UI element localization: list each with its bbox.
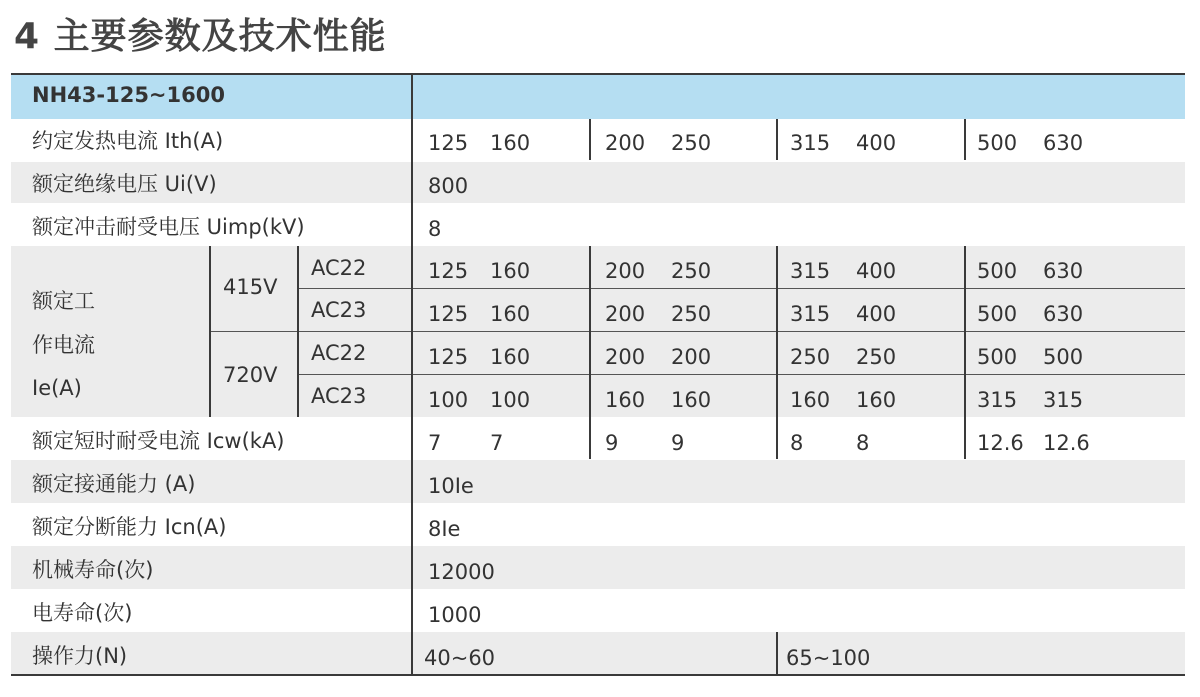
ie-415-ac22-value-2: 160 <box>490 259 531 283</box>
divider-ie-voltage <box>209 246 211 417</box>
ith-value-1: 125 <box>428 131 469 155</box>
row-label-making: 额定接通能力 (A) <box>32 472 196 496</box>
ie-415-ac22-value-8: 630 <box>1043 259 1084 283</box>
ith-value-7: 500 <box>977 131 1018 155</box>
category-720-ac23: AC23 <box>311 384 367 408</box>
icw-value-8: 12.6 <box>1043 431 1090 455</box>
col-divider-2-ith <box>776 119 778 160</box>
category-415-ac23: AC23 <box>311 298 367 322</box>
col-divider-1-ith <box>589 119 591 160</box>
ie-415-ac23-value-2: 160 <box>490 302 531 326</box>
ie-415-ac22-value-3: 200 <box>605 259 646 283</box>
ie-415-ac23-value-3: 200 <box>605 302 646 326</box>
icw-value-7: 12.6 <box>977 431 1024 455</box>
elec-value: 1000 <box>428 603 482 627</box>
col-divider-2-ie <box>776 246 778 459</box>
ie-415-ac23-value-1: 125 <box>428 302 469 326</box>
icw-value-4: 9 <box>671 431 685 455</box>
ie-720-ac22-value-1: 125 <box>428 345 469 369</box>
ith-value-5: 315 <box>790 131 831 155</box>
col-divider-3-ie <box>964 246 966 459</box>
ie-label-line-2: 作电流 <box>32 333 95 357</box>
ie-720-ac23-value-3: 160 <box>605 388 646 412</box>
icw-value-6: 8 <box>856 431 870 455</box>
ie-415-ac22-value-4: 250 <box>671 259 712 283</box>
row-label-icw: 额定短时耐受电流 Icw(kA) <box>32 429 285 453</box>
mech-value: 12000 <box>428 560 495 584</box>
ie-720-ac22-value-5: 250 <box>790 345 831 369</box>
ith-value-3: 200 <box>605 131 646 155</box>
col-divider-force <box>776 632 778 674</box>
icn-value: 8Ie <box>428 517 461 541</box>
ie-720-ac23-value-2: 100 <box>490 388 531 412</box>
row-band-mech <box>11 546 1185 589</box>
ith-value-2: 160 <box>490 131 531 155</box>
divider-720-ac <box>298 374 1185 375</box>
ith-value-6: 400 <box>856 131 897 155</box>
category-720-ac22: AC22 <box>311 341 367 365</box>
row-label-icn: 额定分断能力 Icn(A) <box>32 515 227 539</box>
col-divider-3-ith <box>964 119 966 160</box>
ui-value: 800 <box>428 174 469 198</box>
ie-label-line-1: 额定工 <box>32 289 95 313</box>
ie-415-ac22-value-5: 315 <box>790 259 831 283</box>
ie-415-ac23-value-6: 400 <box>856 302 897 326</box>
ie-720-ac23-value-4: 160 <box>671 388 712 412</box>
ie-415-ac22-value-6: 400 <box>856 259 897 283</box>
ie-415-ac22-value-7: 500 <box>977 259 1018 283</box>
icw-value-5: 8 <box>790 431 804 455</box>
ie-415-ac23-value-5: 315 <box>790 302 831 326</box>
ie-720-ac23-value-6: 160 <box>856 388 897 412</box>
model-name: NH43-125~1600 <box>32 83 225 107</box>
force-value-1: 40~60 <box>424 646 496 670</box>
row-label-uimp: 额定冲击耐受电压 Uimp(kV) <box>32 215 305 239</box>
row-label-ith: 约定发热电流 Ith(A) <box>32 129 224 153</box>
ie-720-ac22-value-8: 500 <box>1043 345 1084 369</box>
table-top-border <box>11 73 1185 75</box>
row-label-force: 操作力(N) <box>32 644 128 668</box>
row-label-elec: 电寿命(次) <box>32 601 133 625</box>
ith-value-8: 630 <box>1043 131 1084 155</box>
ith-value-4: 250 <box>671 131 712 155</box>
ie-label-line-3: Ie(A) <box>32 376 82 400</box>
force-value-2: 65~100 <box>786 646 871 670</box>
ie-415-ac23-value-8: 630 <box>1043 302 1084 326</box>
page-title: 4 主要参数及技术性能 <box>14 16 387 57</box>
voltage-415: 415V <box>223 275 278 299</box>
ie-720-ac22-value-2: 160 <box>490 345 531 369</box>
making-value: 10Ie <box>428 474 474 498</box>
table-bottom-border <box>11 674 1185 676</box>
ie-720-ac22-value-6: 250 <box>856 345 897 369</box>
divider-voltage-category <box>297 246 299 417</box>
uimp-value: 8 <box>428 217 442 241</box>
ie-720-ac23-value-7: 315 <box>977 388 1018 412</box>
divider-415-ac <box>298 288 1185 289</box>
ie-415-ac23-value-4: 250 <box>671 302 712 326</box>
ie-720-ac23-value-1: 100 <box>428 388 469 412</box>
icw-value-1: 7 <box>428 431 442 455</box>
ie-720-ac23-value-5: 160 <box>790 388 831 412</box>
icw-value-2: 7 <box>490 431 504 455</box>
ie-415-ac22-value-1: 125 <box>428 259 469 283</box>
ie-720-ac22-value-3: 200 <box>605 345 646 369</box>
ie-720-ac22-value-7: 500 <box>977 345 1018 369</box>
icw-value-3: 9 <box>605 431 619 455</box>
voltage-720: 720V <box>223 363 278 387</box>
ie-720-ac22-value-4: 200 <box>671 345 712 369</box>
ie-720-ac23-value-8: 315 <box>1043 388 1084 412</box>
row-band-force <box>11 632 1185 674</box>
divider-415-720 <box>210 331 1185 332</box>
category-415-ac22: AC22 <box>311 256 367 280</box>
col-divider-1-ie <box>589 246 591 459</box>
row-label-ui: 额定绝缘电压 Ui(V) <box>32 172 217 196</box>
label-value-divider <box>411 74 413 675</box>
ie-415-ac23-value-7: 500 <box>977 302 1018 326</box>
row-label-mech: 机械寿命(次) <box>32 558 154 582</box>
